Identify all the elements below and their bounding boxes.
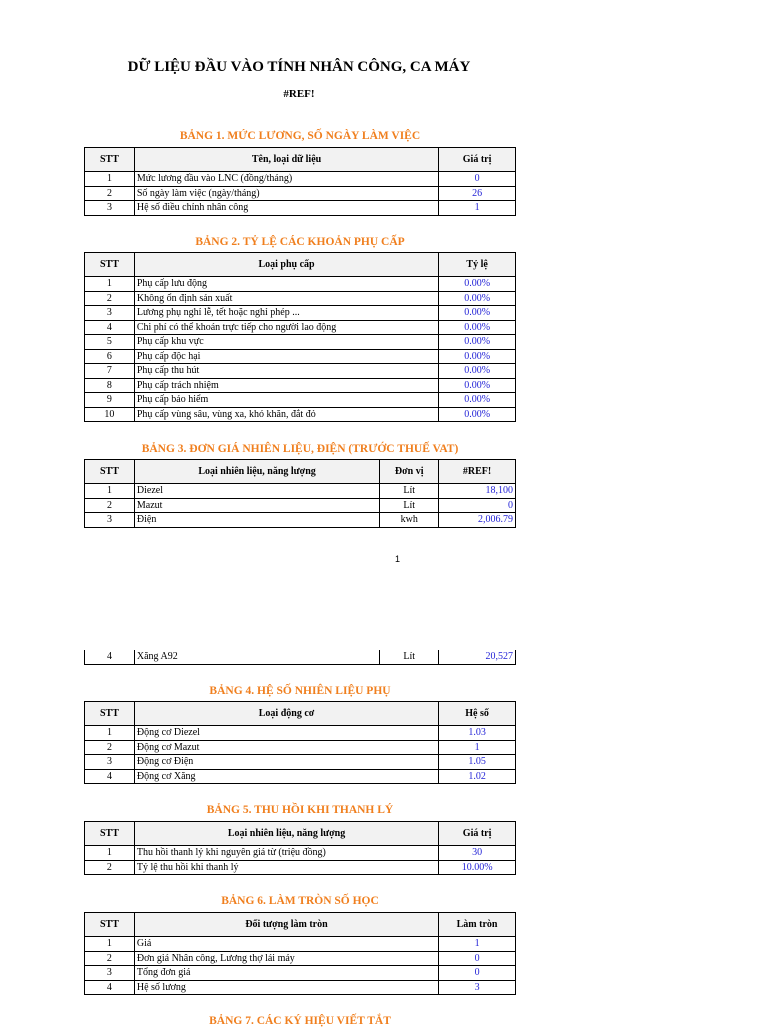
table-row bbox=[85, 172, 516, 187]
column-header: Loại phụ cấp bbox=[134, 253, 438, 277]
cell-stt: 2 bbox=[85, 291, 135, 306]
table-row bbox=[85, 966, 516, 981]
cell-value: 18,100 bbox=[439, 484, 516, 499]
table-5 bbox=[84, 821, 516, 875]
cell-stt: 1 bbox=[85, 172, 135, 187]
cell-stt: 9 bbox=[85, 393, 135, 408]
cell-stt: 2 bbox=[85, 186, 135, 201]
table-row bbox=[85, 726, 516, 741]
table-row bbox=[85, 306, 516, 321]
table-4-title: BẢNG 4. HỆ SỐ NHIÊN LIỆU PHỤ bbox=[209, 685, 391, 697]
table-row bbox=[85, 769, 516, 784]
cell-name: Động cơ Xăng bbox=[134, 769, 438, 784]
column-header: STT bbox=[85, 702, 135, 726]
column-header: Làm tròn bbox=[439, 913, 516, 937]
cell-name: Phụ cấp thu hút bbox=[134, 364, 438, 379]
cell-value: 0 bbox=[439, 951, 516, 966]
column-header: Loại động cơ bbox=[134, 702, 438, 726]
table-3 bbox=[84, 459, 516, 528]
cell-stt: 3 bbox=[85, 201, 135, 216]
table-2-title: BẢNG 2. TỶ LỆ CÁC KHOẢN PHỤ CẤP bbox=[195, 236, 405, 248]
table-row bbox=[85, 364, 516, 379]
table-3-title: BẢNG 3. ĐƠN GIÁ NHIÊN LIỆU, ĐIỆN (TRƯỚC THUẾ VAT) bbox=[141, 443, 459, 455]
cell-stt: 6 bbox=[85, 349, 135, 364]
cell-value: 1 bbox=[439, 937, 516, 952]
cell-stt: 1 bbox=[85, 484, 135, 499]
document-title: DỮ LIỆU ĐẦU VÀO TÍNH NHÂN CÔNG, CA MÁY bbox=[127, 59, 471, 75]
cell-name: Phụ cấp vùng sâu, vùng xa, khó khăn, đắt đỏ bbox=[134, 407, 438, 422]
cell-name: Mức lương đầu vào LNC (đồng/tháng) bbox=[134, 172, 438, 187]
table-6-title: BẢNG 6. LÀM TRÒN SỐ HỌC bbox=[221, 895, 379, 907]
cell-value: 10.00% bbox=[439, 860, 516, 875]
cell-name: Xăng A92 bbox=[134, 650, 379, 664]
table-row bbox=[85, 650, 516, 664]
column-header: #REF! bbox=[439, 460, 516, 484]
cell-stt: 4 bbox=[85, 980, 135, 995]
cell-value: 0.00% bbox=[439, 291, 516, 306]
table-header-row bbox=[85, 913, 516, 937]
cell-name: Động cơ Điện bbox=[134, 755, 438, 770]
cell-name: Hệ số điều chỉnh nhân công bbox=[134, 201, 438, 216]
cell-name: Phụ cấp độc hại bbox=[134, 349, 438, 364]
column-header: Tỷ lệ bbox=[439, 253, 516, 277]
cell-name: Phụ cấp bảo hiểm bbox=[134, 393, 438, 408]
cell-value: 0.00% bbox=[439, 407, 516, 422]
cell-stt: 3 bbox=[85, 306, 135, 321]
table-row bbox=[85, 498, 516, 513]
cell-name: Điện bbox=[134, 513, 379, 528]
table-row bbox=[85, 937, 516, 952]
cell-value: 0.00% bbox=[439, 364, 516, 379]
table-header-row bbox=[85, 148, 516, 172]
cell-stt: 2 bbox=[85, 951, 135, 966]
cell-value: 0 bbox=[439, 172, 516, 187]
table-row bbox=[85, 393, 516, 408]
cell-name: Phụ cấp trách nhiệm bbox=[134, 378, 438, 393]
table-3-continued bbox=[84, 650, 516, 665]
cell-stt: 3 bbox=[85, 755, 135, 770]
cell-value: 0.00% bbox=[439, 335, 516, 350]
table-1 bbox=[84, 147, 516, 216]
table-row bbox=[85, 846, 516, 861]
cell-unit: Lít bbox=[380, 484, 439, 499]
cell-stt: 5 bbox=[85, 335, 135, 350]
column-header: Đối tượng làm tròn bbox=[134, 913, 438, 937]
cell-name: Lương phụ nghỉ lễ, tết hoặc nghỉ phép ... bbox=[134, 306, 438, 321]
table-row bbox=[85, 951, 516, 966]
cell-value: 0.00% bbox=[439, 320, 516, 335]
cell-name: Diezel bbox=[134, 484, 379, 499]
table-header-row bbox=[85, 460, 516, 484]
cell-stt: 4 bbox=[85, 769, 135, 784]
table-4 bbox=[84, 701, 516, 784]
table-header-row bbox=[85, 702, 516, 726]
cell-name: Chi phí có thể khoán trực tiếp cho người lao động bbox=[134, 320, 438, 335]
cell-name: Hệ số lương bbox=[134, 980, 438, 995]
column-header: STT bbox=[85, 822, 135, 846]
cell-value: 0.00% bbox=[439, 277, 516, 292]
table-row bbox=[85, 349, 516, 364]
cell-stt: 2 bbox=[85, 860, 135, 875]
table-2 bbox=[84, 252, 516, 422]
cell-value: 26 bbox=[439, 186, 516, 201]
cell-value: 20,527 bbox=[439, 650, 516, 664]
table-row bbox=[85, 980, 516, 995]
cell-stt: 1 bbox=[85, 937, 135, 952]
cell-value: 1.02 bbox=[439, 769, 516, 784]
cell-value: 0.00% bbox=[439, 393, 516, 408]
cell-value: 0.00% bbox=[439, 349, 516, 364]
cell-stt: 4 bbox=[85, 650, 135, 664]
cell-unit: Lít bbox=[380, 650, 439, 664]
cell-name: Động cơ Mazut bbox=[134, 740, 438, 755]
cell-stt: 1 bbox=[85, 277, 135, 292]
cell-stt: 2 bbox=[85, 740, 135, 755]
cell-name: Giá bbox=[134, 937, 438, 952]
cell-name: Số ngày làm việc (ngày/tháng) bbox=[134, 186, 438, 201]
table-row bbox=[85, 201, 516, 216]
page-number: 1 bbox=[395, 554, 401, 564]
table-row bbox=[85, 291, 516, 306]
cell-stt: 2 bbox=[85, 498, 135, 513]
table-row bbox=[85, 320, 516, 335]
cell-name: Mazut bbox=[134, 498, 379, 513]
cell-unit: kwh bbox=[380, 513, 439, 528]
column-header: STT bbox=[85, 148, 135, 172]
cell-value: 1 bbox=[439, 740, 516, 755]
table-row bbox=[85, 860, 516, 875]
table-header-row bbox=[85, 253, 516, 277]
cell-value: 0.00% bbox=[439, 306, 516, 321]
cell-stt: 7 bbox=[85, 364, 135, 379]
cell-value: 0 bbox=[439, 498, 516, 513]
column-header: STT bbox=[85, 253, 135, 277]
cell-value: 0.00% bbox=[439, 378, 516, 393]
cell-name: Thu hồi thanh lý khi nguyên giá từ (triệu đồng) bbox=[134, 846, 438, 861]
table-row bbox=[85, 513, 516, 528]
column-header: Tên, loại dữ liệu bbox=[134, 148, 438, 172]
cell-name: Tỷ lệ thu hồi khi thanh lý bbox=[134, 860, 438, 875]
document-subtitle: #REF! bbox=[283, 88, 315, 100]
table-row bbox=[85, 186, 516, 201]
table-row bbox=[85, 484, 516, 499]
cell-value: 1 bbox=[439, 201, 516, 216]
column-header: Loại nhiên liệu, năng lượng bbox=[134, 460, 379, 484]
table-row bbox=[85, 740, 516, 755]
column-header: Giá trị bbox=[439, 148, 516, 172]
table-7-title: BẢNG 7. CÁC KÝ HIỆU VIẾT TẮT bbox=[209, 1015, 391, 1027]
table-row bbox=[85, 277, 516, 292]
cell-name: Phụ cấp khu vực bbox=[134, 335, 438, 350]
column-header: STT bbox=[85, 913, 135, 937]
cell-name: Tổng đơn giá bbox=[134, 966, 438, 981]
cell-value: 1.03 bbox=[439, 726, 516, 741]
cell-unit: Lít bbox=[380, 498, 439, 513]
cell-stt: 8 bbox=[85, 378, 135, 393]
cell-stt: 1 bbox=[85, 726, 135, 741]
cell-stt: 3 bbox=[85, 966, 135, 981]
cell-name: Không ổn định sản xuất bbox=[134, 291, 438, 306]
column-header: Loại nhiên liệu, năng lượng bbox=[134, 822, 438, 846]
cell-stt: 1 bbox=[85, 846, 135, 861]
table-row bbox=[85, 407, 516, 422]
table-6 bbox=[84, 912, 516, 995]
table-1-title: BẢNG 1. MỨC LƯƠNG, SỐ NGÀY LÀM VIỆC bbox=[179, 130, 421, 142]
cell-name: Đơn giá Nhân công, Lương thợ lái máy bbox=[134, 951, 438, 966]
table-5-title: BẢNG 5. THU HỒI KHI THANH LÝ bbox=[206, 804, 394, 816]
cell-value: 30 bbox=[439, 846, 516, 861]
table-row bbox=[85, 755, 516, 770]
cell-value: 3 bbox=[439, 980, 516, 995]
cell-name: Phụ cấp lưu động bbox=[134, 277, 438, 292]
cell-name: Động cơ Diezel bbox=[134, 726, 438, 741]
cell-value: 0 bbox=[439, 966, 516, 981]
column-header: STT bbox=[85, 460, 135, 484]
table-header-row bbox=[85, 822, 516, 846]
table-row bbox=[85, 335, 516, 350]
column-header: Đơn vị bbox=[380, 460, 439, 484]
cell-stt: 10 bbox=[85, 407, 135, 422]
cell-value: 1.05 bbox=[439, 755, 516, 770]
cell-stt: 4 bbox=[85, 320, 135, 335]
column-header: Hệ số bbox=[439, 702, 516, 726]
table-row bbox=[85, 378, 516, 393]
column-header: Giá trị bbox=[439, 822, 516, 846]
cell-value: 2,006.79 bbox=[439, 513, 516, 528]
cell-stt: 3 bbox=[85, 513, 135, 528]
